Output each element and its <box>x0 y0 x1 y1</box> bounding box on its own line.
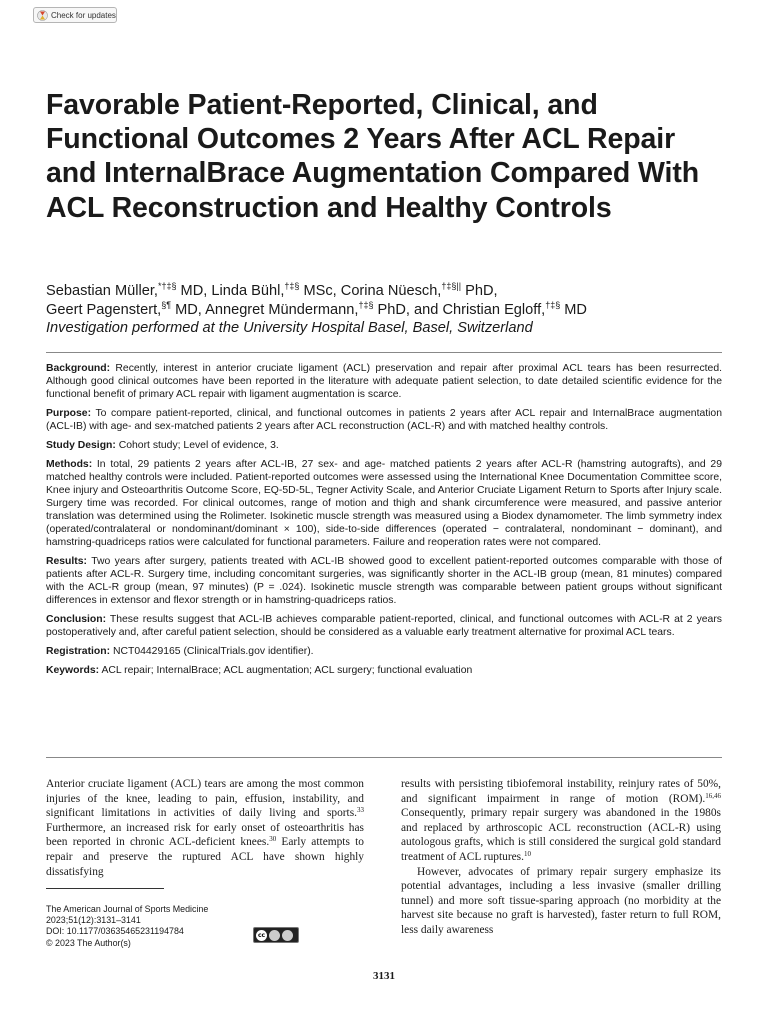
citation-ref[interactable]: 33 <box>357 806 364 815</box>
author-affiliation-marks: †‡§|| <box>441 281 462 291</box>
section-text: NCT04429165 (ClinicalTrials.gov identifier). <box>110 646 314 657</box>
abstract-box <box>46 352 722 683</box>
author-degree: MSc, <box>299 283 341 299</box>
section-label: Registration: <box>46 646 111 657</box>
section-label: Methods: <box>46 459 93 470</box>
author-block <box>46 282 736 338</box>
journal-info <box>46 904 256 949</box>
body-text: results with persisting tibiofemoral instability, reinjury rates of 50%, and significant impairment in range of motion (ROM). <box>401 778 721 805</box>
cc-by-nc-icon[interactable] <box>253 927 299 943</box>
page-number: 3131 <box>373 970 395 982</box>
body-paragraph <box>401 777 721 865</box>
body-text: Early attempts to repair and preserve the ruptured ACL have shown highly dissatisfying <box>46 836 364 878</box>
author-name: Annegret Mündermann, <box>205 301 359 318</box>
abstract-methods <box>46 458 722 549</box>
author-affiliation-marks: †‡§ <box>284 281 300 291</box>
body-text: Furthermore, an increased risk for early onset of osteoarthritis has been reported in chronic ACL-deficient knees. <box>46 821 364 849</box>
abstract-purpose <box>46 407 722 433</box>
author-affiliation-marks: †‡§ <box>358 299 374 310</box>
cc-icon: cc <box>257 931 266 939</box>
body-paragraph <box>46 777 364 879</box>
author-degree: MD, <box>171 301 206 318</box>
journal-copyright: © 2023 The Author(s) <box>46 937 131 948</box>
author-name: Corina Nüesch, <box>340 283 442 299</box>
body-column-right <box>401 777 721 938</box>
abstract-registration <box>46 645 722 658</box>
citation-ref[interactable]: 10 <box>523 849 531 858</box>
body-text: Consequently, primary repair surgery was abandoned in the 1980s and replaced by arthroscopic ACL reconstruction (ACL-R) using autologous grafts, which is still considered the surgical gold standard treatment of ACL ruptures. <box>401 807 721 863</box>
author-name: Geert Pagenstert, <box>46 301 162 318</box>
journal-doi[interactable]: DOI: 10.1177/03635465231194784 <box>46 926 184 937</box>
by-icon <box>269 930 280 941</box>
nc-icon <box>282 930 293 941</box>
section-text: These results suggest that ACL-IB achieves comparable patient-reported, clinical, and functional outcomes with ACL-R at 2 years postoperatively and, after careful patient selection, should be considered as a valuable early treatment alternative for proximal ACL tears. <box>46 614 722 638</box>
abstract-background <box>46 362 722 401</box>
abstract-keywords <box>46 664 722 677</box>
section-text: In total, 29 patients 2 years after ACL-IB, 27 sex- and age- matched patients 2 years after ACL-R (hamstring autografts), and 29 matched healthy controls were included. Patient-reported outcomes were assessed using the International Knee Documentation Committee score, Knee injury and Osteoarthritis Outcome Score, EQ-5D-5L, Tegner Activity Scale, and Anterior Cruciate Ligament Return to Sports after Injury scale. Surgery time was recorded. For clinical outcomes, range of motion and thigh and shank circumference were measured, and passive anterior translation was determined using the Rolimeter. Isokinetic muscle strength was measured using a Biodex dynamometer. The limb symmetry index (operated/contralateral or nondominant/dominant × 100), side-to-side differences (operated − contralateral, nondominant − dominant), and hamstring-quadriceps ratios were calculated for functional parameters. Failure and reoperation rates were not compared. <box>46 459 722 548</box>
abstract-divider <box>46 757 722 758</box>
check-for-updates-badge[interactable] <box>33 7 117 23</box>
section-label: Background: <box>46 363 111 374</box>
author-affiliation-marks: †‡§ <box>545 299 561 310</box>
body-paragraph: However, advocates of primary repair surgery emphasize its potential advantages, including a less invasive (smaller drilling tunnel) and more soft tissue-sparing approach (no morbidity at the harvest site because no graft is harvested), faster return to full ROM, less daily awareness <box>401 865 721 936</box>
author-degree: MD <box>560 301 587 318</box>
abstract-results <box>46 555 722 607</box>
journal-volume: 2023;51(12):3131–3141 <box>46 915 141 926</box>
author-degree: MD, <box>176 283 212 299</box>
author-degree: PhD, and <box>373 301 443 318</box>
section-label: Purpose: <box>46 408 92 419</box>
check-for-updates-label: Check for updates <box>51 10 116 20</box>
citation-ref[interactable]: 16,46 <box>705 791 721 800</box>
author-line-2 <box>46 301 736 320</box>
author-affiliation-marks: *†‡§ <box>157 281 177 291</box>
author-name: Linda Bühl, <box>211 283 285 299</box>
author-degree: PhD, <box>461 283 498 299</box>
abstract-conclusion <box>46 613 722 639</box>
section-label: Keywords: <box>46 665 100 676</box>
body-text: Anterior cruciate ligament (ACL) tears are among the most common injuries of the knee, leading to pain, effusion, instability, and significant limitations in activities of daily living and sports. <box>46 778 364 820</box>
footnote-divider <box>46 888 164 889</box>
abstract-study-design <box>46 439 722 452</box>
institution-line: Investigation performed at the University Hospital Basel, Basel, Switzerland <box>46 320 533 336</box>
section-label: Results: <box>46 556 87 567</box>
journal-name: The American Journal of Sports Medicine <box>46 904 209 914</box>
author-name: Christian Egloff, <box>442 301 546 318</box>
body-column-left <box>46 777 364 879</box>
author-line-1 <box>46 282 736 301</box>
crossmark-icon <box>37 10 48 21</box>
section-text: To compare patient-reported, clinical, and functional outcomes in patients 2 years after ACL repair and InternalBrace augmentation (ACL-IB) with age- and sex-matched patients 2 years after ACL reconstruction (ACL-R) and with matched healthy controls. <box>46 408 722 432</box>
author-name: Sebastian Müller, <box>46 283 158 299</box>
section-text: ACL repair; InternalBrace; ACL augmentation; ACL surgery; functional evaluation <box>99 665 473 676</box>
citation-ref[interactable]: 30 <box>269 835 277 844</box>
section-label: Study Design: <box>46 440 116 451</box>
section-text: Two years after surgery, patients treated with ACL-IB showed good to excellent patient-reported outcomes comparable with those of patients after ACL-R. Surgery time, including concomitant surgeries, was significantly shorter in the ACL-IB group (mean, 81 minutes) compared with the ACL-R group (mean, 97 minutes) (P = .024). Isokinetic muscle strength was comparable between patient groups without significant differences in extensor and flexor strength or in hamstring-quadriceps ratios. <box>46 556 722 606</box>
author-affiliation-marks: §¶ <box>161 299 172 310</box>
section-text: Cohort study; Level of evidence, 3. <box>115 440 279 451</box>
article-title: Favorable Patient-Reported, Clinical, and Functional Outcomes 2 Years After ACL Repair and InternalBrace Augmentation Compared With ACL Reconstruction and Healthy Controls <box>46 89 700 224</box>
section-label: Conclusion: <box>46 614 107 625</box>
section-text: Recently, interest in anterior cruciate ligament (ACL) preservation and repair after proximal ACL tears has been resurrected. Although good clinical outcomes have been reported in the literature with adequate patient selection, to date detailed scientific evidence for the functional benefit of primary ACL repair with ligament augmentation is scarce. <box>46 363 722 400</box>
